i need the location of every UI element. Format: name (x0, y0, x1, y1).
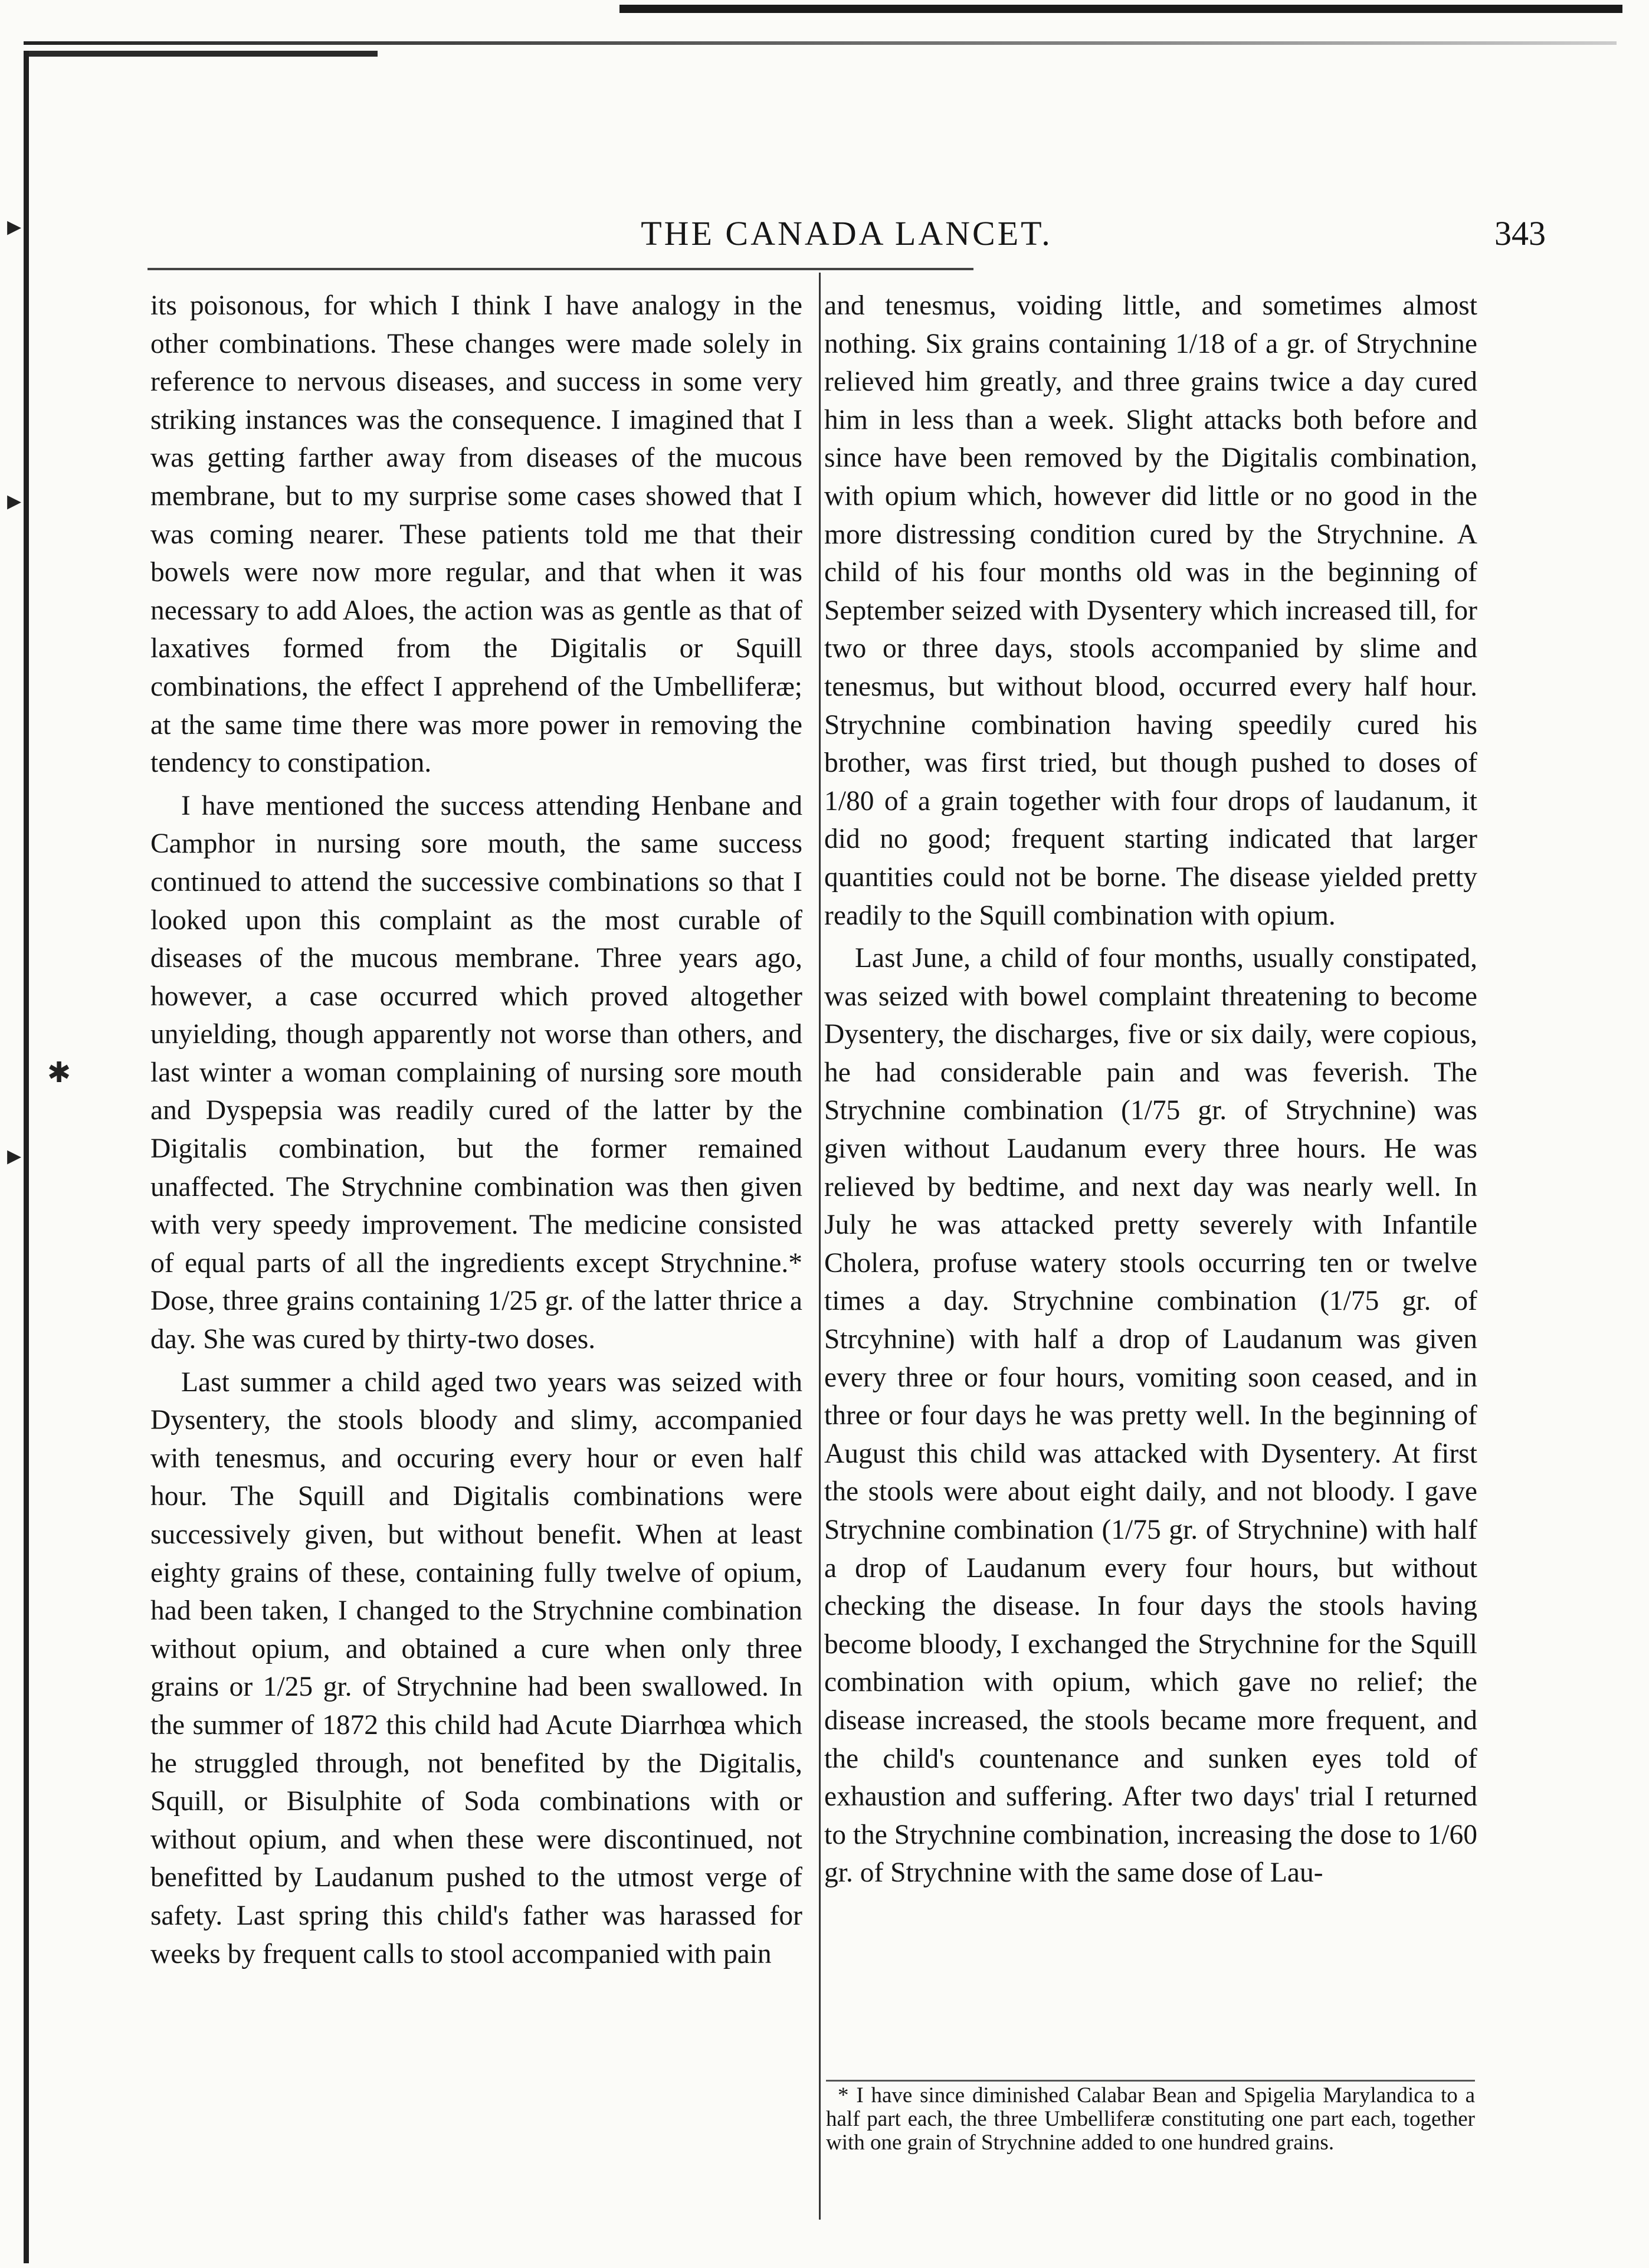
header-rule (147, 268, 973, 270)
footnote-rule (826, 2080, 1475, 2082)
left-column (150, 287, 802, 1973)
top-border-rule-faded (24, 41, 1617, 45)
margin-mark: ▸ (7, 211, 22, 242)
right-column (824, 287, 1477, 1892)
running-title: THE CANADA LANCET. (641, 214, 1053, 253)
margin-mark: ▸ (7, 1140, 22, 1171)
paragraph: Last summer a child aged two years was seized with Dysentery, the stools bloody and slimy, accompanied with tenesmus, and occuring every hour or even half hour. The Squill and Digitalis combinations were successively given, but without benefit. When at least eighty grains of these, containing fully twelve of opium, had been taken, I changed to the Strychnine combination without opium, and obtained a cure when only three grains or 1/25 gr. of Strychnine had been swallowed. In the summer of 1872 this child had Acute Diarrhœa which he struggled through, not benefited by the Digitalis, Squill, or Bisulphite of Soda combinations with or without opium, and when these were discontinued, not benefitted by Laudanum pushed to the utmost verge of safety. Last spring this child's father was harassed for weeks by frequent calls to stool accompanied with pain (150, 1366, 802, 1969)
running-header (147, 214, 1546, 261)
footnote: * I have since diminished Calabar Bean and Spigelia Marylandica to a half part each, the three Umbelliferæ constituting one part each, together with one grain of Strychnine added to one hundred grains. (826, 2083, 1475, 2155)
margin-mark: ▸ (7, 485, 22, 516)
paragraph: its poisonous, for which I think I have analogy in the other combinations. These changes were made solely in reference to nervous diseases, and success in some very striking instances was the consequence. I imagined that I was getting farther away from diseases of the mucous membrane, but to my surprise some cases showed that I was coming nearer. These patients told me that their bowels were now more regular, and that when it was necessary to add Aloes, the action was as gentle as that of laxatives formed from the Digitalis or Squill combinations, the effect I apprehend of the Umbelliferæ; at the same time there was more power in removing the tendency to constipation. (150, 290, 802, 779)
paragraph: and tenesmus, voiding little, and sometimes almost nothing. Six grains containing 1/18 of a gr. of Strychnine relieved him greatly, and three grains twice a day cured him in less than a week. Slight attacks both before and since have been removed by the Digitalis combination, with opium which, however did little or no good in the more distressing condition cured by the Strychnine. A child of his four months old was in the beginning of September seized with Dysentery which increased till, for two or three days, stools accompanied by slime and tenesmus, but without blood, occurred every half hour. Strychnine combination having speedily cured his brother, was first tried, but though pushed to doses of 1/80 of a grain together with four drops of laudanum, it did no good; frequent starting indicated that larger quantities could not be borne. The disease yielded pretty readily to the Squill combination with opium. (824, 290, 1477, 931)
column-divider (819, 273, 821, 2220)
page-number: 343 (1494, 214, 1546, 253)
top-border-rule (619, 5, 1622, 13)
paragraph: I have mentioned the success attending Henbane and Camphor in nursing sore mouth, the same success continued to attend the successive combinations so that I looked upon this complaint as the most curable of diseases of the mucous membrane. Three years ago, however, a case occurred which proved altogether unyielding, though apparently not worse than others, and last winter a woman complaining of nursing sore mouth and Dyspepsia was readily cured of the latter by the Digitalis combination, but the former remained unaffected. The Strychnine combination was then given with very speedy improvement. The medicine consisted of equal parts of all the ingredients except Strychnine.* Dose, three grains containing 1/25 gr. of the latter thrice a day. She was cured by thirty-two doses. (150, 790, 802, 1355)
left-binding-edge (24, 51, 29, 2263)
top-border-rule-left (24, 51, 378, 57)
margin-mark: ✱ (47, 1057, 71, 1089)
paragraph: Last June, a child of four months, usually constipated, was seized with bowel complaint threatening to become Dysentery, the discharges, five or six daily, were copious, he had considerable pain and was feverish. The Strychnine combination (1/75 gr. of Strychnine) was given without Laudanum every three hours. He was relieved by bedtime, and next day was nearly well. In July he was attacked pretty severely with Infantile Cholera, profuse watery stools occurring ten or twelve times a day. Strychnine combination (1/75 gr. of Strcyhnine) with half a drop of Laudanum was given every three or four hours, vomiting soon ceased, and in three or four days he was pretty well. In the beginning of August this child was attacked with Dysentery. At first the stools were about eight daily, and not bloody. I gave Strychnine combination (1/75 gr. of Strychnine) with half a drop of Laudanum every four hours, but without checking the disease. In four days the stools having become bloody, I exchanged the Strychnine for the Squill combination with opium, which gave no relief; the disease increased, the stools became more frequent, and the child's countenance and sunken eyes told of exhaustion and suffering. After two days' trial I returned to the Strychnine combination, increasing the dose to 1/60 gr. of Strychnine with the same dose of Lau- (824, 943, 1477, 1889)
